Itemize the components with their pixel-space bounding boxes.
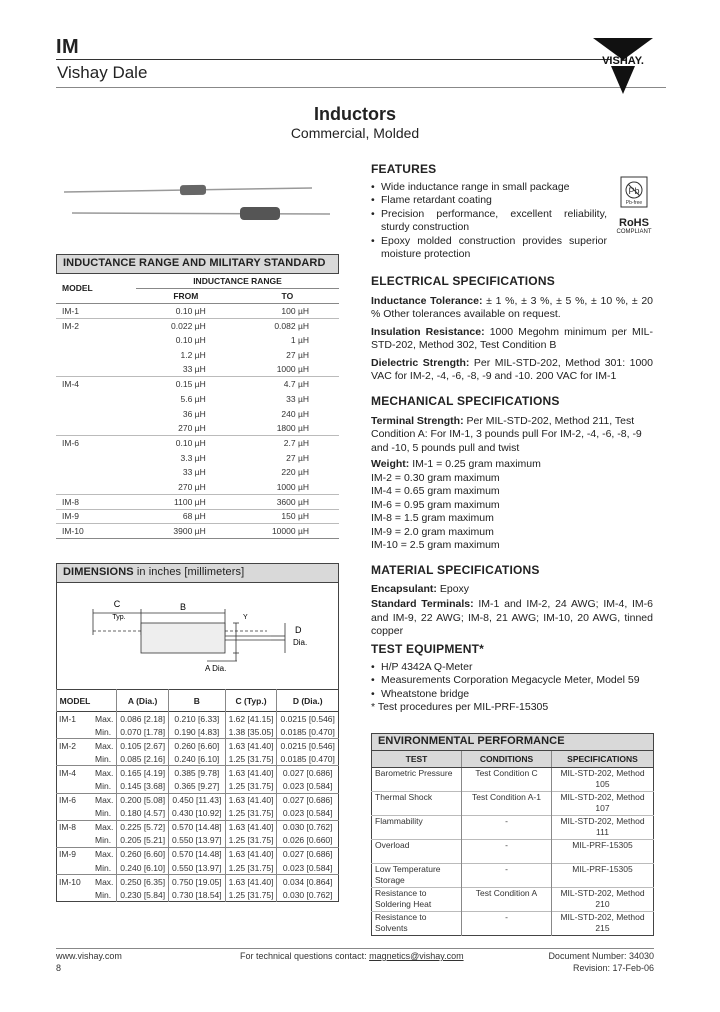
svg-text:Pb: Pb bbox=[628, 186, 640, 196]
table-row bbox=[56, 480, 339, 495]
mechanical-heading: MECHANICAL SPECIFICATIONS bbox=[371, 394, 560, 408]
from-cell: 36 µH bbox=[182, 408, 206, 419]
env-cell: MIL-STD-202, Method 107 bbox=[552, 791, 654, 815]
test-equipment-item: • H/P 4342A Q-Meter bbox=[371, 661, 653, 675]
dim-value-cell: 1.38 [35.05] bbox=[225, 725, 277, 739]
dim-value-cell: 1.63 [41.40] bbox=[225, 847, 277, 861]
weight-list bbox=[371, 458, 653, 553]
svg-text:Pb-free: Pb-free bbox=[625, 200, 643, 206]
to-cell: 10000 µH bbox=[271, 526, 309, 537]
inductance-tolerance: Inductance Tolerance: ± 1 %, ± 3 %, ± 5 %, ± 10 %, ± 20 % Other tolerances available on request. bbox=[371, 294, 653, 320]
table-row bbox=[57, 888, 339, 902]
dim-value-cell: 0.570 [14.48] bbox=[169, 820, 226, 834]
dim-value-cell: 0.145 [3.68] bbox=[117, 779, 169, 793]
env-cell: MIL-STD-202, Method 105 bbox=[552, 767, 654, 791]
from-cell: 0.10 µH bbox=[175, 305, 206, 316]
model-cell bbox=[57, 861, 94, 875]
test-equipment-list bbox=[371, 661, 653, 702]
from-cell: 33 µH bbox=[182, 364, 206, 375]
table-row bbox=[57, 875, 339, 889]
model-cell: IM-2 bbox=[59, 740, 76, 751]
model-cell: IM-6 bbox=[62, 438, 79, 449]
dim-value-cell: 1.25 [31.75] bbox=[225, 834, 277, 848]
dim-value-cell: 0.385 [9.78] bbox=[169, 766, 226, 780]
env-cell: - bbox=[462, 839, 552, 863]
model-cell bbox=[56, 392, 136, 407]
dim-value-cell: 1.25 [31.75] bbox=[225, 861, 277, 875]
dim-value-cell: 1.63 [41.40] bbox=[225, 875, 277, 889]
dim-value-cell: 0.230 [5.84] bbox=[117, 888, 169, 902]
to-cell: 100 µH bbox=[281, 305, 309, 316]
dim-value-cell: 0.450 [11.43] bbox=[169, 793, 226, 807]
from-cell: 3900 µH bbox=[173, 526, 206, 537]
env-cell: Flammability bbox=[375, 815, 423, 826]
standard-terminals: Standard Terminals: IM-1 and IM-2, 24 AWG; IM-4, IM-6 and IM-9, 22 AWG; IM-8, 21 AWG; IM-10, 20 AWG, tinned copper bbox=[371, 598, 653, 637]
table-row bbox=[57, 807, 339, 821]
table-row bbox=[57, 725, 339, 739]
to-cell: 33 µH bbox=[286, 393, 309, 404]
from-cell: 1.2 µH bbox=[180, 349, 206, 360]
col-model: MODEL bbox=[56, 274, 136, 303]
dim-value-cell: 0.550 [13.97] bbox=[169, 861, 226, 875]
dim-value-cell: 1.25 [31.75] bbox=[225, 779, 277, 793]
env-cell: Test Condition A bbox=[462, 887, 552, 911]
dim-col-header: C (Typ.) bbox=[225, 690, 277, 712]
dim-a-dia: A Dia. bbox=[205, 664, 227, 673]
rohs-badge bbox=[613, 176, 655, 238]
weight-value: IM-1 = 0.25 gram maximum bbox=[409, 458, 541, 470]
env-cell: Overload bbox=[375, 839, 410, 850]
dim-value-cell: Min. bbox=[95, 889, 112, 900]
col-range: INDUCTANCE RANGE bbox=[136, 274, 339, 289]
features-section bbox=[371, 163, 653, 262]
footer-contact: For technical questions contact: magnetics@vishay.com bbox=[240, 951, 464, 961]
to-cell: 27 µH bbox=[286, 349, 309, 360]
dim-value-cell: 1.25 [31.75] bbox=[225, 888, 277, 902]
environmental-table bbox=[371, 733, 654, 936]
env-cell: MIL-STD-202, Method 111 bbox=[552, 815, 654, 839]
env-cell: - bbox=[462, 815, 552, 839]
dim-value-cell: 0.365 [9.27] bbox=[169, 779, 226, 793]
dim-value-cell: 0.550 [13.97] bbox=[169, 834, 226, 848]
to-cell: 4.7 µH bbox=[283, 379, 309, 390]
dim-value-cell: 1.63 [41.40] bbox=[225, 739, 277, 753]
inductance-table-heading: INDUCTANCE RANGE AND MILITARY STANDARD bbox=[56, 254, 339, 274]
header-rule bbox=[56, 59, 611, 60]
table-row bbox=[56, 362, 339, 377]
features-list bbox=[371, 181, 607, 262]
model-cell: IM-10 bbox=[62, 526, 84, 537]
env-col-header: TEST bbox=[372, 751, 462, 767]
model-cell bbox=[57, 752, 94, 766]
table-row bbox=[57, 766, 339, 780]
material-section bbox=[371, 564, 653, 639]
from-cell: 5.6 µH bbox=[180, 393, 206, 404]
inductance-range-table bbox=[56, 254, 339, 539]
dim-col-header: A (Dia.) bbox=[117, 690, 169, 712]
dim-value-cell: 0.023 [0.584] bbox=[277, 779, 339, 793]
table-row bbox=[56, 450, 339, 465]
dim-y-label: Y bbox=[243, 614, 248, 621]
dim-value-cell: 0.030 [0.762] bbox=[277, 888, 339, 902]
dim-value-cell: Max. bbox=[95, 822, 114, 833]
model-cell: IM-1 bbox=[59, 713, 76, 724]
model-cell: IM-2 bbox=[62, 320, 79, 331]
table-row bbox=[56, 421, 339, 436]
model-cell bbox=[57, 779, 94, 793]
dim-c-label: C bbox=[113, 599, 121, 609]
dimensions-table bbox=[56, 689, 339, 902]
dim-value-cell: 1.25 [31.75] bbox=[225, 752, 277, 766]
dim-value-cell: Max. bbox=[95, 713, 114, 724]
table-row bbox=[372, 839, 654, 863]
dim-value-cell: 0.240 [6.10] bbox=[117, 861, 169, 875]
env-cell: Barometric Pressure bbox=[375, 767, 453, 778]
dim-value-cell: Min. bbox=[95, 726, 112, 737]
table-row bbox=[57, 793, 339, 807]
manufacturer-name: Vishay Dale bbox=[57, 63, 148, 82]
env-cell: Resistance to Soldering Heat bbox=[375, 887, 432, 909]
test-equipment-item: • Measurements Corporation Megacycle Meter, Model 59 bbox=[371, 674, 653, 688]
dim-value-cell: Max. bbox=[95, 767, 114, 778]
weight-line bbox=[371, 458, 653, 472]
model-cell: IM-9 bbox=[62, 511, 79, 522]
table-row bbox=[56, 406, 339, 421]
dim-value-cell: 0.023 [0.584] bbox=[277, 807, 339, 821]
environmental-heading: ENVIRONMENTAL PERFORMANCE bbox=[371, 733, 654, 751]
dim-value-cell: 0.026 [0.660] bbox=[277, 834, 339, 848]
dim-value-cell: Max. bbox=[95, 795, 114, 806]
features-heading: FEATURES bbox=[371, 162, 437, 176]
table-row bbox=[56, 465, 339, 480]
dim-value-cell: 0.0185 [0.470] bbox=[277, 725, 339, 739]
to-cell: 220 µH bbox=[281, 467, 309, 478]
from-cell: 0.10 µH bbox=[175, 438, 206, 449]
model-cell: IM-8 bbox=[59, 822, 76, 833]
env-col-header: SPECIFICATIONS bbox=[552, 751, 654, 767]
electrical-heading: ELECTRICAL SPECIFICATIONS bbox=[371, 274, 555, 288]
env-cell: MIL-PRF-15305 bbox=[552, 839, 654, 863]
table-row bbox=[57, 820, 339, 834]
col-from: FROM bbox=[136, 289, 236, 304]
to-cell: 1000 µH bbox=[276, 481, 309, 492]
test-note: * Test procedures per MIL-PRF-15305 bbox=[371, 701, 549, 713]
dim-value-cell: 0.027 [0.686] bbox=[277, 847, 339, 861]
to-cell: 240 µH bbox=[281, 408, 309, 419]
model-cell bbox=[56, 480, 136, 495]
dimensions-section bbox=[56, 563, 339, 583]
inductor-product-image bbox=[62, 180, 334, 225]
dim-value-cell: 0.205 [5.21] bbox=[117, 834, 169, 848]
dim-col-header: B bbox=[169, 690, 226, 712]
feature-item: • Wide inductance range in small package bbox=[371, 181, 607, 195]
dim-value-cell: Min. bbox=[95, 753, 112, 764]
table-row bbox=[57, 739, 339, 753]
dim-value-cell: 0.027 [0.686] bbox=[277, 766, 339, 780]
model-cell bbox=[56, 333, 136, 348]
dim-value-cell: 0.180 [4.57] bbox=[117, 807, 169, 821]
dim-value-cell: Max. bbox=[95, 849, 114, 860]
table-row bbox=[372, 911, 654, 935]
table-row bbox=[57, 834, 339, 848]
table-row bbox=[56, 524, 339, 539]
to-cell: 150 µH bbox=[281, 511, 309, 522]
dim-value-cell: 0.190 [4.83] bbox=[169, 725, 226, 739]
rohs-label: RoHS bbox=[619, 217, 649, 229]
dim-value-cell: 0.023 [0.584] bbox=[277, 861, 339, 875]
mechanical-section bbox=[371, 395, 653, 553]
env-cell: - bbox=[462, 863, 552, 887]
encapsulant: Encapsulant: Epoxy bbox=[371, 582, 470, 595]
model-cell: IM-1 bbox=[62, 305, 79, 316]
feature-item: • Epoxy molded construction provides superior moisture protection bbox=[371, 235, 607, 262]
table-row bbox=[56, 347, 339, 362]
table-row bbox=[57, 779, 339, 793]
dim-value-cell: Min. bbox=[95, 835, 112, 846]
weight-line: IM-6 = 0.95 gram maximum bbox=[371, 498, 500, 511]
dim-value-cell: 0.430 [10.92] bbox=[169, 807, 226, 821]
to-cell: 3600 µH bbox=[276, 496, 309, 507]
dim-value-cell: Min. bbox=[95, 862, 112, 873]
feature-item: • Flame retardant coating bbox=[371, 194, 607, 208]
test-equipment-heading: TEST EQUIPMENT* bbox=[371, 642, 485, 656]
dim-value-cell: 1.63 [41.40] bbox=[225, 820, 277, 834]
col-to: TO bbox=[236, 289, 339, 304]
table-row bbox=[57, 847, 339, 861]
dim-value-cell: 1.63 [41.40] bbox=[225, 793, 277, 807]
insulation-resistance: Insulation Resistance: 1000 Megohm minimum per MIL-STD-202, Method 302, Test Condition B bbox=[371, 325, 653, 351]
to-cell: 1800 µH bbox=[276, 422, 309, 433]
dim-col-header: MODEL bbox=[57, 690, 94, 712]
revision: Revision: 17-Feb-06 bbox=[572, 963, 654, 973]
dim-value-cell: 0.260 [6.60] bbox=[169, 739, 226, 753]
dielectric-strength: Dielectric Strength: Per MIL-STD-202, Method 301: 1000 VAC for IM-2, -4, -6, -8, -9 and -10. 200 VAC for IM-1 bbox=[371, 356, 653, 382]
model-cell bbox=[57, 834, 94, 848]
table-row bbox=[56, 303, 339, 318]
test-equipment-section bbox=[371, 643, 653, 715]
table-row bbox=[372, 767, 654, 791]
env-col-header: CONDITIONS bbox=[462, 751, 552, 767]
vishay-logo bbox=[583, 38, 663, 100]
model-cell bbox=[56, 450, 136, 465]
footer-rule bbox=[56, 948, 654, 949]
from-cell: 0.10 µH bbox=[175, 335, 206, 346]
dimensions-heading: DIMENSIONS in inches [millimeters] bbox=[56, 563, 339, 583]
model-cell bbox=[57, 725, 94, 739]
env-cell: Test Condition A-1 bbox=[462, 791, 552, 815]
dim-value-cell: 0.0215 [0.546] bbox=[277, 739, 339, 753]
to-cell: 1000 µH bbox=[276, 364, 309, 375]
dim-value-cell: 0.105 [2.67] bbox=[117, 739, 169, 753]
from-cell: 68 µH bbox=[182, 511, 206, 522]
dim-value-cell: 0.030 [0.762] bbox=[277, 820, 339, 834]
table-row bbox=[372, 863, 654, 887]
table-row bbox=[56, 436, 339, 451]
model-cell bbox=[56, 406, 136, 421]
dim-value-cell: 0.0215 [0.546] bbox=[277, 712, 339, 726]
table-row bbox=[56, 509, 339, 524]
dim-d-dia: Dia. bbox=[293, 638, 308, 647]
model-cell bbox=[57, 807, 94, 821]
env-cell: MIL-STD-202, Method 210 bbox=[552, 887, 654, 911]
model-cell bbox=[56, 362, 136, 377]
dim-c-typ: Typ. bbox=[112, 614, 126, 621]
document-subtitle: Commercial, Molded bbox=[290, 125, 420, 141]
from-cell: 270 µH bbox=[178, 422, 206, 433]
dim-value-cell: 0.225 [5.72] bbox=[117, 820, 169, 834]
env-cell: MIL-STD-202, Method 215 bbox=[552, 911, 654, 935]
env-cell: - bbox=[462, 911, 552, 935]
dimension-drawing bbox=[57, 583, 338, 689]
dim-value-cell: 0.085 [2.16] bbox=[117, 752, 169, 766]
dim-col-header: D (Dia.) bbox=[277, 690, 339, 712]
table-row bbox=[56, 333, 339, 348]
model-cell bbox=[56, 421, 136, 436]
weight-line: IM-9 = 2.0 gram maximum bbox=[371, 525, 494, 538]
model-cell: IM-9 bbox=[59, 849, 76, 860]
feature-item: • Precision performance, excellent reliability, sturdy construction bbox=[371, 208, 607, 235]
dim-value-cell: Max. bbox=[95, 876, 114, 887]
from-cell: 3.3 µH bbox=[180, 452, 206, 463]
dim-value-cell: 0.210 [6.33] bbox=[169, 712, 226, 726]
dim-value-cell: 0.165 [4.19] bbox=[117, 766, 169, 780]
document-number: Document Number: 34030 bbox=[548, 951, 654, 961]
dim-value-cell: Max. bbox=[95, 740, 114, 751]
table-row bbox=[57, 752, 339, 766]
rohs-compliant: COMPLIANT bbox=[616, 229, 652, 235]
dim-col-header bbox=[93, 690, 117, 712]
from-cell: 0.022 µH bbox=[171, 320, 206, 331]
env-cell: Low Temperature Storage bbox=[375, 863, 441, 885]
env-cell: Resistance to Solvents bbox=[375, 911, 427, 933]
to-cell: 27 µH bbox=[286, 452, 309, 463]
env-cell: Test Condition C bbox=[462, 767, 552, 791]
dim-d-label: D bbox=[295, 625, 302, 635]
dim-b-label: B bbox=[179, 602, 187, 612]
document-title: Inductors bbox=[313, 104, 396, 124]
table-row bbox=[56, 494, 339, 509]
dim-value-cell: 0.750 [19.05] bbox=[169, 875, 226, 889]
model-cell: IM-8 bbox=[62, 496, 79, 507]
table-row bbox=[372, 887, 654, 911]
weight-line: IM-2 = 0.30 gram maximum bbox=[371, 471, 500, 484]
dim-value-cell: 0.0185 [0.470] bbox=[277, 752, 339, 766]
dim-value-cell: 0.730 [18.54] bbox=[169, 888, 226, 902]
model-cell bbox=[56, 347, 136, 362]
env-cell: Thermal Shock bbox=[375, 791, 433, 802]
dim-value-cell: Min. bbox=[95, 781, 112, 792]
weight-label: Weight: bbox=[371, 458, 410, 470]
weight-line: IM-10 = 2.5 gram maximum bbox=[371, 539, 500, 551]
svg-text:VISHAY.: VISHAY. bbox=[602, 55, 644, 67]
electrical-section bbox=[371, 275, 653, 384]
table-row bbox=[372, 791, 654, 815]
weight-line: IM-4 = 0.65 gram maximum bbox=[371, 485, 500, 497]
dim-value-cell: 0.250 [6.35] bbox=[117, 875, 169, 889]
dim-value-cell: 1.25 [31.75] bbox=[225, 807, 277, 821]
table-row bbox=[56, 392, 339, 407]
table-row bbox=[56, 377, 339, 392]
to-cell: 0.082 µH bbox=[274, 320, 309, 331]
from-cell: 270 µH bbox=[178, 481, 206, 492]
product-code: IM bbox=[56, 36, 80, 58]
table-row bbox=[372, 815, 654, 839]
dim-value-cell: Min. bbox=[95, 808, 112, 819]
model-cell: IM-4 bbox=[59, 767, 76, 778]
to-cell: 1 µH bbox=[290, 335, 309, 346]
from-cell: 33 µH bbox=[182, 467, 206, 478]
terminal-strength: Terminal Strength: Per MIL-STD-202, Method 211, Test Condition A: For IM-1, 3 pounds pull For IM-2, -4, -6, -8, -9 and -10, 5 pounds pull and twist bbox=[371, 414, 642, 454]
footer-url[interactable]: www.vishay.com bbox=[56, 951, 122, 961]
table-row bbox=[57, 712, 339, 726]
dim-value-cell: 0.086 [2.18] bbox=[117, 712, 169, 726]
weight-line: IM-8 = 1.5 gram maximum bbox=[371, 512, 494, 524]
from-cell: 1100 µH bbox=[174, 496, 206, 507]
model-cell: IM-10 bbox=[59, 876, 81, 887]
table-row bbox=[56, 318, 339, 333]
model-cell: IM-6 bbox=[59, 795, 76, 806]
to-cell: 2.7 µH bbox=[283, 438, 309, 449]
model-cell bbox=[57, 888, 94, 902]
dimensions-drawing-frame bbox=[56, 583, 339, 689]
dim-value-cell: 1.62 [41.15] bbox=[225, 712, 277, 726]
dim-value-cell: 0.200 [5.08] bbox=[117, 793, 169, 807]
page-number: 8 bbox=[56, 963, 62, 973]
dim-value-cell: 0.260 [6.60] bbox=[117, 847, 169, 861]
dim-value-cell: 1.63 [41.40] bbox=[225, 766, 277, 780]
test-equipment-item: • Wheatstone bridge bbox=[371, 688, 653, 702]
model-cell: IM-4 bbox=[62, 379, 79, 390]
dim-value-cell: 0.070 [1.78] bbox=[117, 725, 169, 739]
dim-value-cell: 0.027 [0.686] bbox=[277, 793, 339, 807]
dim-value-cell: 0.240 [6.10] bbox=[169, 752, 226, 766]
env-cell: MIL-PRF-15305 bbox=[552, 863, 654, 887]
material-heading: MATERIAL SPECIFICATIONS bbox=[371, 563, 540, 577]
from-cell: 0.15 µH bbox=[175, 379, 206, 390]
pb-free-icon bbox=[613, 176, 655, 216]
table-row bbox=[57, 861, 339, 875]
contact-email-link[interactable]: magnetics@vishay.com bbox=[369, 951, 464, 961]
model-cell bbox=[56, 465, 136, 480]
dim-value-cell: 0.034 [0.864] bbox=[277, 875, 339, 889]
header-rule-lower bbox=[56, 87, 666, 88]
dim-value-cell: 0.570 [14.48] bbox=[169, 847, 226, 861]
